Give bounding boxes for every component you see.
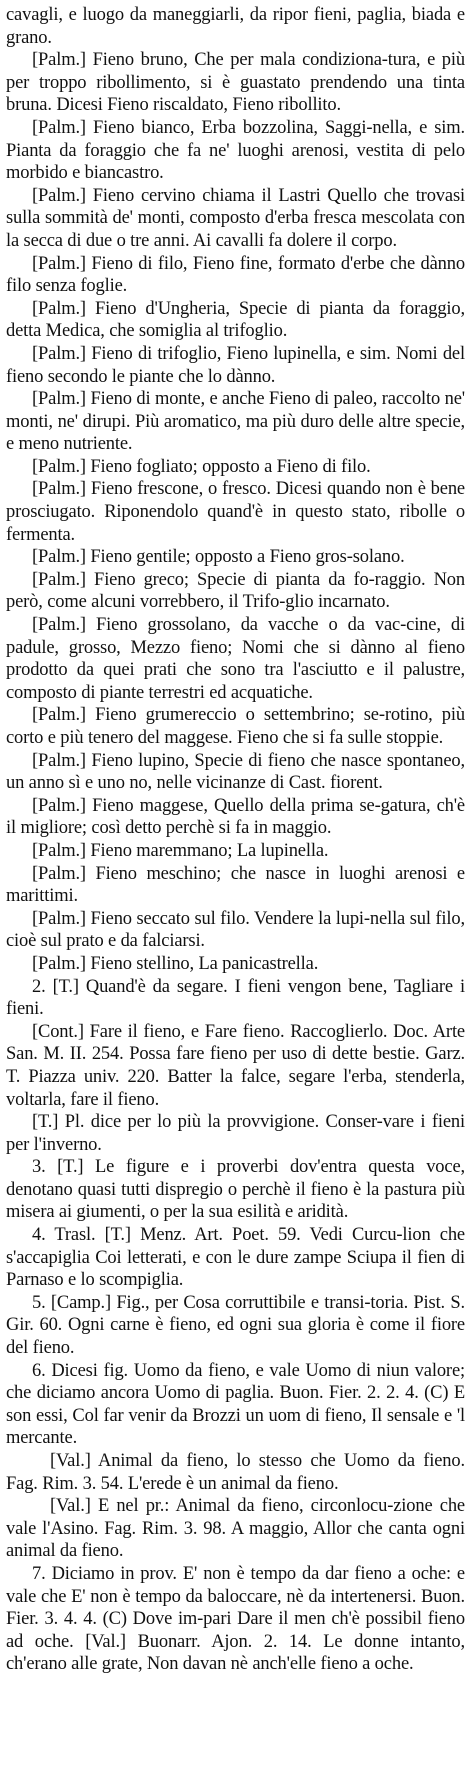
sub-entry-fieno-meschino: [Palm.] Fieno meschino; che nasce in luoghi arenosi e marittimi. bbox=[6, 863, 465, 907]
sub-entry-animal-da-fieno-prov: [Val.] E nel pr.: Animal da fieno, circonlocu-zione che vale l'Asino. Fag. Rim. 3. 98. A maggio, Allor che canta ogni animal da fieno. bbox=[6, 1496, 465, 1562]
sense-7: 7. Diciamo in prov. E' non è tempo da dar fieno a oche: e vale che E' non è tempo da baloccare, nè da intertenersi. Buon. Fier. 3. 4. 4. (C) Dove im-pari Dare il men ch'è possibil fieno ad oche. [Val.] Buonarr. Ajon. 2. 14. Le donne intanto, ch'erano alle grate, Non davan nè anch'elle fieno a oche. bbox=[6, 1563, 465, 1675]
sub-entry-fieno-bruno: [Palm.] Fieno bruno, Che per mala condiziona-tura, e più per troppo ribollimento, si è guastato prendendo una tinta bruna. Dicesi Fieno riscaldato, Fieno ribollito. bbox=[6, 50, 465, 116]
sub-entry-fieno-seccato: [Palm.] Fieno seccato sul filo. Vendere la lupi-nella sul filo, cioè sul prato e da falciarsi. bbox=[6, 908, 465, 952]
sub-entry-fieno-grumereccio: [Palm.] Fieno grumereccio o settembrino; se-rotino, più corto e più tenero del maggese. Fieno che si fa sulle stoppie. bbox=[6, 705, 465, 748]
sub-entry-fare-il-fieno: [Cont.] Fare il fieno, e Fare fieno. Raccoglierlo. Doc. Arte San. M. II. 254. Possa fare fieno per uso di dette bestie. Garz. T. Piazza univ. 220. Batter la falce, segare l'erba, stenderla, voltarla, fare il fieno. bbox=[6, 1021, 465, 1110]
sub-entry-fieno-di-filo: [Palm.] Fieno di filo, Fieno fine, formato d'erbe che dànno filo senza foglie. bbox=[6, 253, 465, 297]
sub-entry-fieno-ungheria: [Palm.] Fieno d'Ungheria, Specie di pianta da foraggio, detta Medica, che somiglia al trifoglio. bbox=[6, 298, 465, 342]
sub-entry-plurale: [T.] Pl. dice per lo più la provvigione. Conser-vare i fieni per l'inverno. bbox=[6, 1112, 465, 1155]
sense-3: 3. [T.] Le figure e i proverbi dov'entra questa voce, denotano quasi tutti dispregio o perchè il fieno è la pastura più misera ai giumenti, o per la sua esilità e aridità. bbox=[6, 1157, 465, 1223]
sub-entry-fieno-gentile: [Palm.] Fieno gentile; opposto a Fieno gros-solano. bbox=[32, 547, 405, 568]
sense-2: 2. [T.] Quand'è da segare. I fieni vengon bene, Tagliare i fieni. bbox=[6, 976, 465, 1020]
sub-entry-fieno-fogliato: [Palm.] Fieno fogliato; opposto a Fieno di filo. bbox=[32, 456, 371, 477]
sub-entry-fieno-stellino: [Palm.] Fieno stellino, La panicastrella. bbox=[32, 953, 319, 974]
sub-entry-fieno-grossolano: [Palm.] Fieno grossolano, da vacche o da vac-cine, di padule, grosso, Mezzo fieno; Nomi che si dànno al fieno prodotto da quei prati che sono tra l'asciutto e il palustre, composto di piante terrestri ed acquatiche. bbox=[6, 615, 465, 703]
sub-entry-fieno-bianco: [Palm.] Fieno bianco, Erba bozzolina, Saggi-nella, e sim. Pianta da foraggio che fa ne' luoghi arenosi, vestita di pelo morbido e biancastro. bbox=[6, 117, 465, 184]
entry-continuation: cavagli, e luogo da maneggiarli, da ripor fieni, paglia, biada e grano. bbox=[6, 5, 465, 48]
sub-entry-fieno-lupino: [Palm.] Fieno lupino, Specie di fieno che nasce spontaneo, un anno sì e uno no, nelle vicinanze di Cast. fiorent. bbox=[6, 750, 465, 794]
dictionary-column bbox=[6, 4, 465, 1676]
sense-5: 5. [Camp.] Fig., per Cosa corruttibile e transi-toria. Pist. S. Gir. 60. Ogni carne è fieno, ed ogni sua gloria è come il fiore del fieno. bbox=[6, 1292, 465, 1359]
sense-4: 4. Trasl. [T.] Menz. Art. Poet. 59. Vedi Curcu-lion che s'accapiglia Coi letterati, e con le dure zampe Sciupa il fien di Parnaso e lo scompiglia. bbox=[6, 1225, 465, 1291]
sub-entry-fieno-cervino: [Palm.] Fieno cervino chiama il Lastri Quello che trovasi sulla sommità de' monti, composto d'erba fresca mescolata con la secca di due o tre anni. Ai cavalli fa dolere il corpo. bbox=[6, 185, 465, 251]
sub-entry-fieno-di-trifoglio: [Palm.] Fieno di trifoglio, Fieno lupinella, e sim. Nomi del fieno secondo le piante che lo dànno. bbox=[6, 343, 465, 387]
sense-6: 6. Dicesi fig. Uomo da fieno, e vale Uomo di niun valore; che diciamo ancora Uomo di paglia. Buon. Fier. 2. 2. 4. (C) E son essi, Col far venir da Brozzi un uom di fieno, Il sensale e 'l mercante. bbox=[6, 1360, 465, 1449]
sub-entry-fieno-greco: [Palm.] Fieno greco; Specie di pianta da fo-raggio. Non però, come alcuni vorrebbero, il Trifo-glio incarnato. bbox=[6, 569, 465, 613]
sub-entry-animal-da-fieno: [Val.] Animal da fieno, lo stesso che Uomo da fieno. Fag. Rim. 3. 54. L'erede è un animal da fieno. bbox=[6, 1451, 465, 1494]
sub-entry-fieno-maggese: [Palm.] Fieno maggese, Quello della prima se-gatura, ch'è il migliore; così detto perchè si fa in maggio. bbox=[6, 795, 465, 839]
sub-entry-fieno-maremmano: [Palm.] Fieno maremmano; La lupinella. bbox=[32, 840, 329, 861]
sub-entry-fieno-frescone: [Palm.] Fieno frescone, o fresco. Dicesi quando non è bene prosciugato. Riponendolo quand'è in questo stato, ribolle o fermenta. bbox=[6, 479, 465, 545]
sub-entry-fieno-di-monte: [Palm.] Fieno di monte, e anche Fieno di paleo, raccolto ne' monti, ne' dirupi. Più aromatico, ma più duro delle altre specie, e meno nutriente. bbox=[6, 389, 465, 455]
